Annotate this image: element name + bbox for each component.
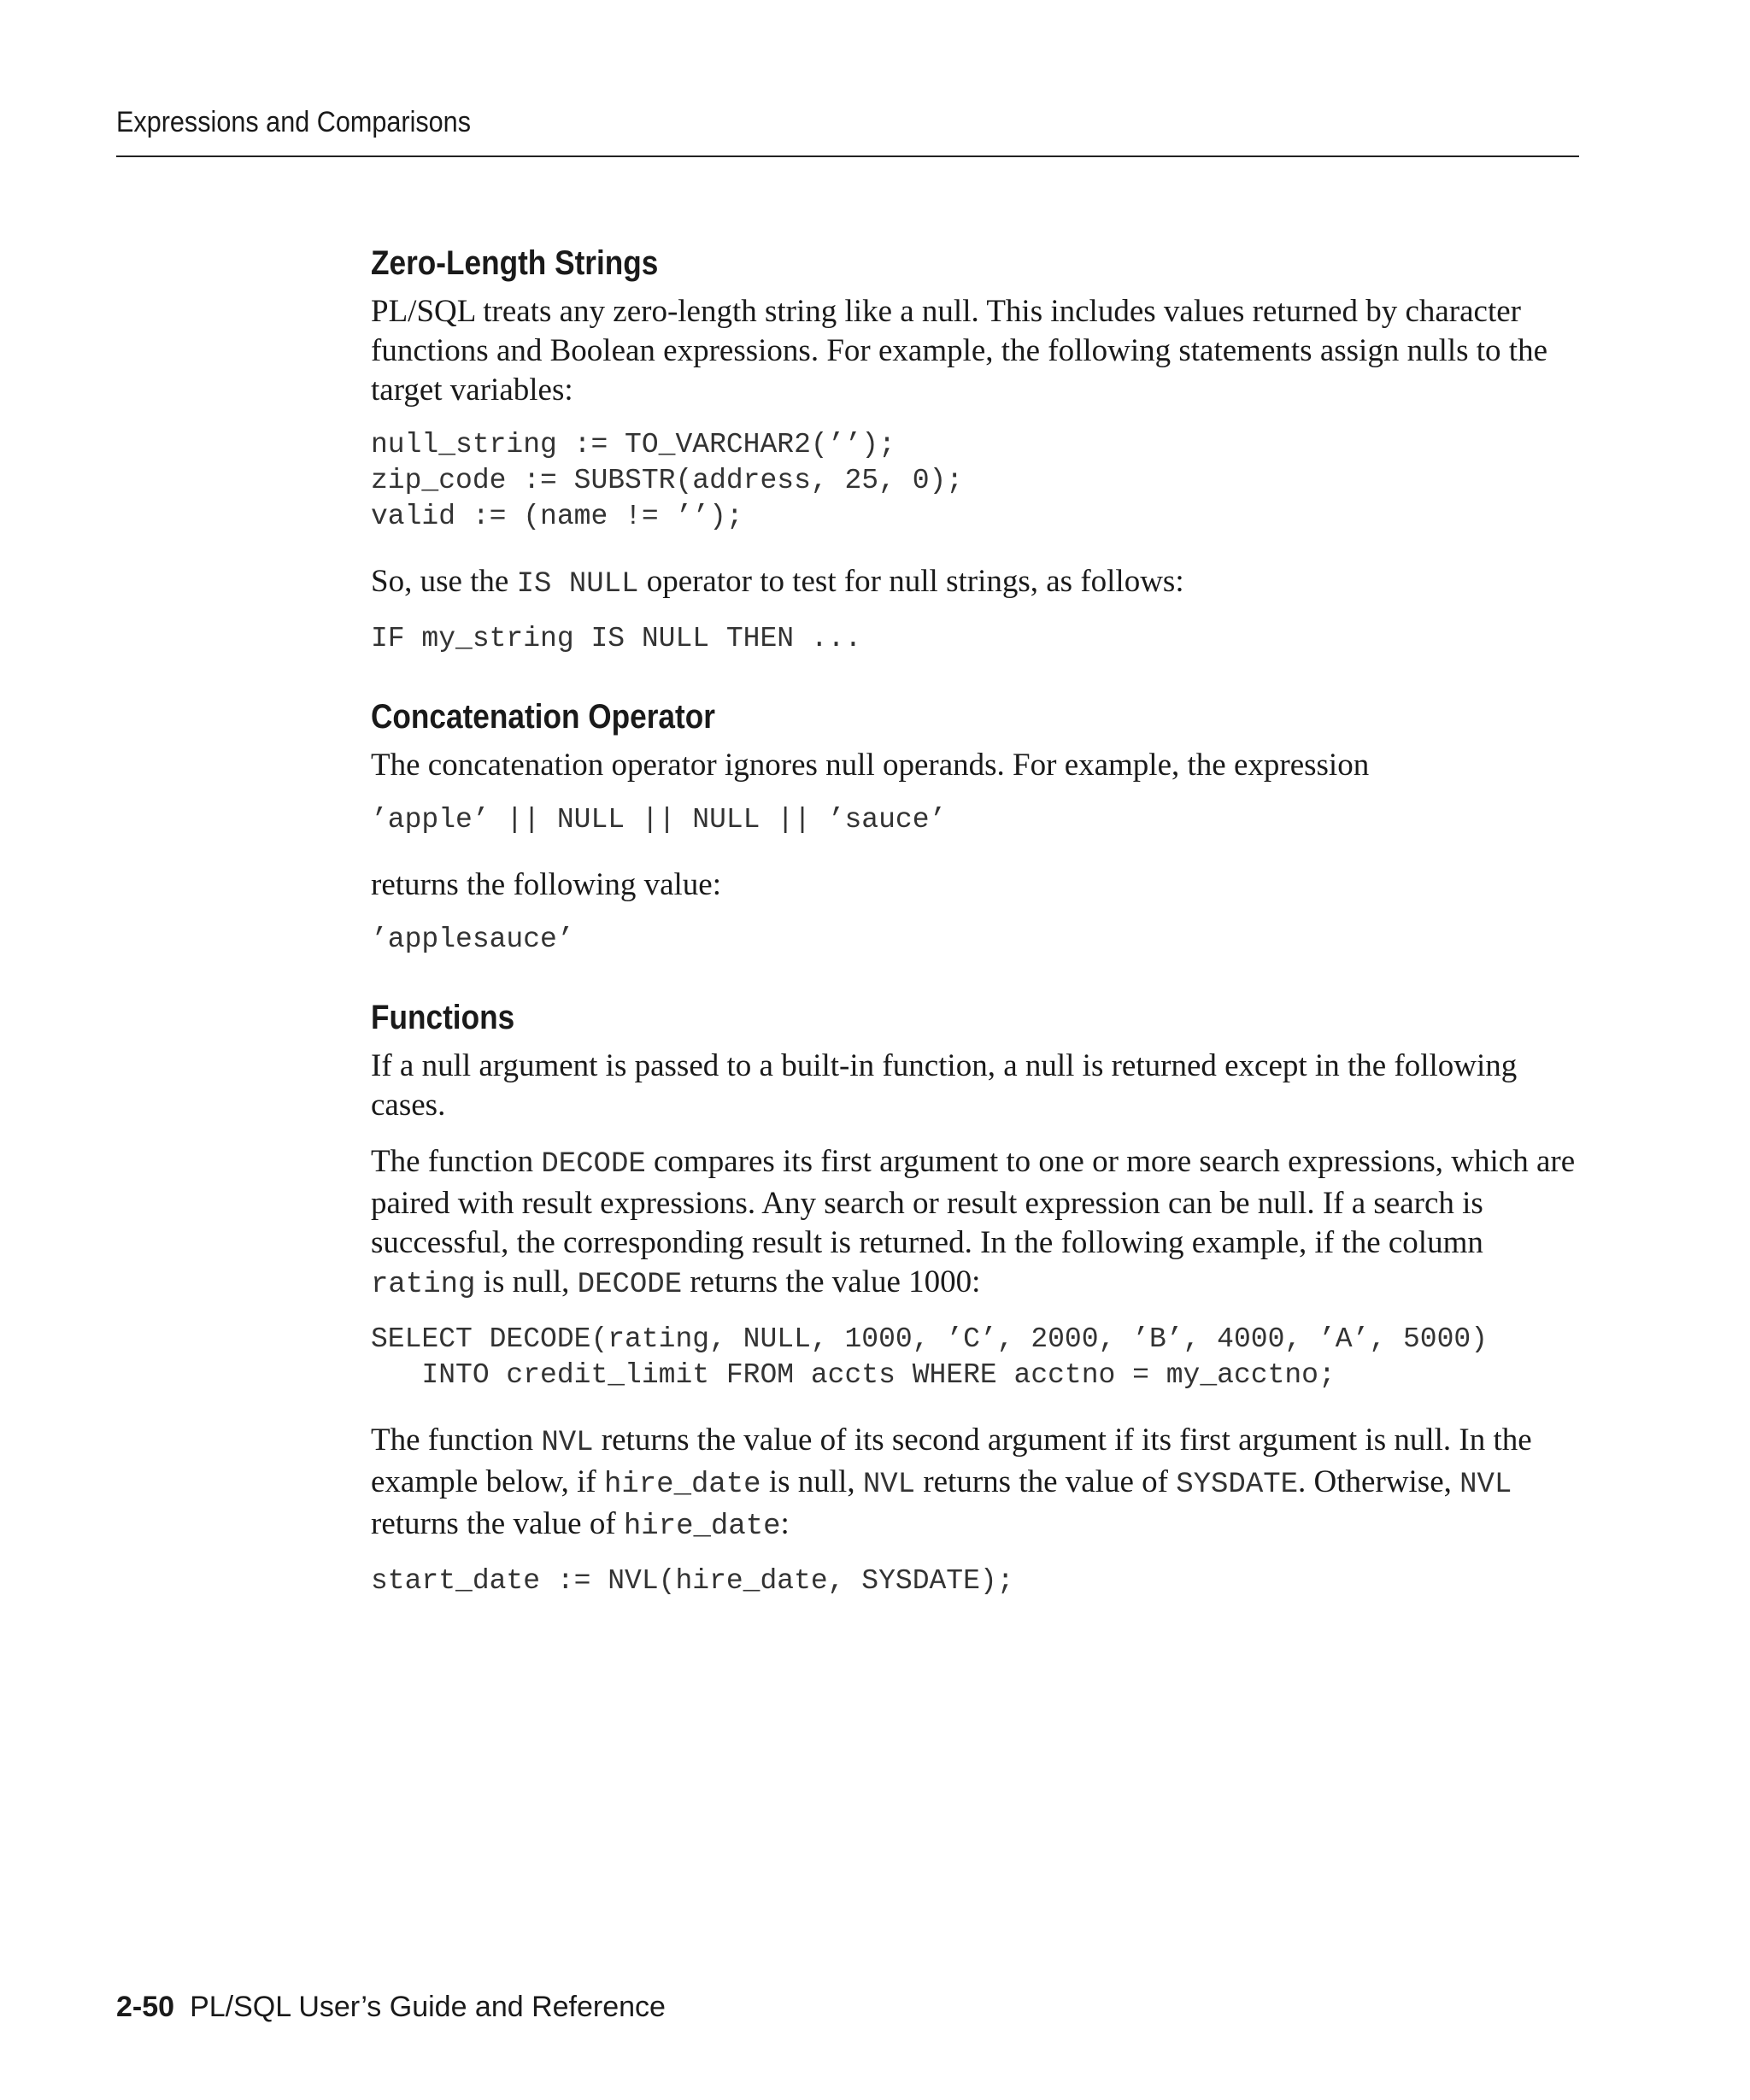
text-run: . Otherwise, <box>1298 1464 1460 1499</box>
text-run: returns the value of its second argument if its first argument is null. In the example below, if <box>371 1422 1532 1499</box>
zero-length-paragraph-2 <box>371 562 1584 604</box>
text-run: compares its first argument to one or more search expressions, which are paired with result expressions. Any search or result expression can be null. If a search is successful, the corresponding result is returned. In the following example, if the column <box>371 1144 1576 1260</box>
concat-code-1: ’apple’ || NULL || NULL || ’sauce’ <box>371 804 947 836</box>
inline-code: NVL <box>862 1469 916 1501</box>
inline-code: DECODE <box>577 1269 683 1301</box>
functions-code-2: start_date := NVL(hire_date, SYSDATE); <box>371 1565 1014 1597</box>
text-run: returns the value of <box>371 1506 624 1541</box>
text-run: The function <box>371 1144 542 1179</box>
inline-code: hire_date <box>603 1469 761 1501</box>
text-run: : <box>780 1506 790 1541</box>
functions-code-1: SELECT DECODE(rating, NULL, 1000, ’C’, 2000, ’B’, 4000, ’A’, 5000) INTO credit_limit FROM accts WHERE acctno = my_acctno; <box>371 1323 1489 1391</box>
text-run: operator to test for null strings, as follows: <box>638 564 1184 599</box>
text-run: The function <box>371 1422 542 1458</box>
inline-code: NVL <box>1459 1469 1512 1501</box>
running-header: Expressions and Comparisons <box>116 106 471 138</box>
text-run: So, use the <box>371 564 517 599</box>
inline-code: NVL <box>541 1427 594 1459</box>
text-run: returns the value 1000: <box>682 1264 981 1299</box>
zero-length-code-2: IF my_string IS NULL THEN ... <box>371 623 862 654</box>
zero-length-paragraph-1: PL/SQL treats any zero-length string like a null. This includes values returned by character functions and Boolean expressions. For example, the following statements assign nulls to the target variables: <box>371 294 1548 408</box>
inline-code: hire_date <box>623 1510 781 1543</box>
text-run: returns the value of <box>915 1464 1177 1499</box>
header-divider <box>116 155 1579 157</box>
text-run: is null, <box>475 1264 578 1299</box>
page-footer <box>116 1991 666 2024</box>
zero-length-code-1: null_string := TO_VARCHAR2(’’); zip_code := SUBSTR(address, 25, 0); valid := (name != ’’); <box>371 429 964 532</box>
concat-code-2: ’applesauce’ <box>371 924 574 955</box>
inline-code: IS NULL <box>516 568 639 601</box>
book-title: PL/SQL User’s Guide and Reference <box>190 1991 666 2023</box>
concat-paragraph-2: returns the following value: <box>371 867 721 902</box>
functions-paragraph-2 <box>371 1142 1584 1305</box>
page-number: 2-50 <box>116 1991 175 2023</box>
inline-code: SYSDATE <box>1176 1469 1299 1501</box>
section-heading-functions: Functions <box>371 999 515 1036</box>
text-run: is null, <box>760 1464 863 1499</box>
section-heading-concatenation-operator: Concatenation Operator <box>371 698 715 736</box>
section-heading-zero-length-strings: Zero-Length Strings <box>371 244 659 282</box>
page-content <box>371 241 1584 1627</box>
functions-paragraph-1: If a null argument is passed to a built-in function, a null is returned except in the following cases. <box>371 1048 1518 1123</box>
inline-code: DECODE <box>541 1148 646 1181</box>
functions-paragraph-3 <box>371 1421 1584 1546</box>
inline-code: rating <box>371 1269 476 1301</box>
concat-paragraph-1: The concatenation operator ignores null operands. For example, the expression <box>371 748 1370 783</box>
